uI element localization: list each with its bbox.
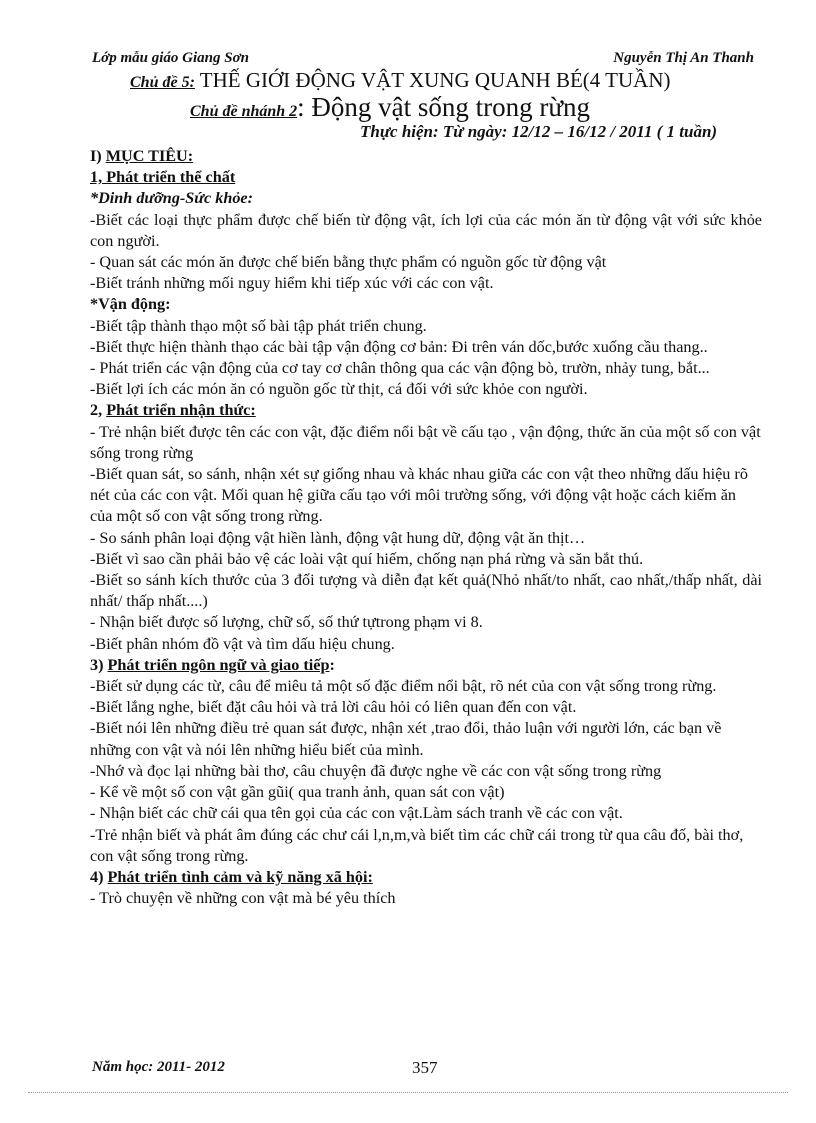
list-item: - So sánh phân loại động vật hiền lành, động vật hung dữ, động vật ăn thịt… — [90, 528, 586, 547]
list-item: -Biết thực hiện thành thạo các bài tập vận động cơ bản: Đi trên ván dốc,bước xuống cầu thang.. — [90, 337, 708, 356]
topic-label: Chủ đề 5: — [130, 74, 195, 91]
header-school: Lớp mẫu giáo Giang Sơn — [92, 50, 249, 66]
page-number: 357 — [412, 1058, 438, 1077]
list-item: -Biết tránh những mối nguy hiểm khi tiếp xúc với các con vật. — [90, 274, 494, 293]
list-item: - Phát triển các vận động của cơ tay cơ chân thông qua các vận động bò, trườn, nhảy tung, bắt... — [90, 359, 710, 378]
subtopic-text: : Động vật sống trong rừng — [297, 92, 591, 122]
list-item: -Biết tập thành thạo một số bài tập phát triển chung. — [90, 316, 427, 335]
footer-divider — [28, 1092, 788, 1093]
content-body — [90, 146, 762, 909]
header-teacher: Nguyễn Thị An Thanh — [613, 50, 754, 66]
footer-school-year: Năm học: 2011- 2012 — [92, 1059, 225, 1075]
heading-nutrition: *Dinh dưỡng-Sức khỏe: — [90, 189, 253, 208]
list-item: -Biết lắng nghe, biết đặt câu hỏi và trả lời câu hỏi có liên quan đến con vật. — [90, 698, 577, 717]
subtopic-title — [190, 92, 590, 123]
heading-cognitive — [90, 400, 762, 421]
list-item: - Kể về một số con vật gần gũi( qua tranh ảnh, quan sát con vật) — [90, 783, 505, 802]
heading-social-prefix: 4) — [90, 867, 108, 886]
list-item: - Trẻ nhận biết được tên các con vật, đặc điểm nổi bật về cấu tạo , vận động, thức ăn của một số con vật sống trong rừng — [90, 422, 761, 462]
list-item: - Quan sát các món ăn được chế biến bằng thực phẩm có nguồn gốc từ động vật — [90, 253, 607, 272]
heading-language-prefix: 3) — [90, 655, 108, 674]
period-line: Thực hiện: Từ ngày: 12/12 – 16/12 / 2011 ( 1 tuần) — [360, 122, 718, 141]
list-item: -Trẻ nhận biết và phát âm đúng các chư cái l,n,m,và biết tìm các chữ cái trong từ qua câu đố, bài thơ, con vật sống trong rừng. — [90, 825, 744, 865]
list-item: -Biết phân nhóm đồ vật và tìm dấu hiệu chung. — [90, 634, 395, 653]
section-objectives — [90, 146, 762, 167]
section-prefix: I) — [90, 147, 106, 165]
list-item: -Biết nói lên những điều trẻ quan sát được, nhận xét ,trao đổi, thảo luận với người lớn, các bạn về những con vật và nói lên những hiểu biết của mình. — [90, 719, 722, 759]
list-item: - Nhận biết được số lượng, chữ số, số thứ tựtrong phạm vi 8. — [90, 613, 483, 632]
heading-language-suffix: : — [329, 655, 335, 674]
heading-social-text: Phát triển tình cảm và kỹ năng xã hội: — [107, 867, 373, 886]
list-item: -Biết vì sao cần phải bảo vệ các loài vật quí hiếm, chống nạn phá rừng và săn bắt thú. — [90, 549, 644, 568]
heading-physical — [90, 167, 762, 188]
list-item: -Biết sử dụng các từ, câu để miêu tả một số đặc điểm nổi bật, rõ nét của con vật sống trong rừng. — [90, 677, 717, 696]
section-title: MỤC TIÊU: — [105, 147, 194, 165]
list-item: - Trò chuyện về những con vật mà bé yêu thích — [90, 889, 396, 908]
topic-text: THẾ GIỚI ĐỘNG VẬT XUNG QUANH BÉ(4 TUẦN) — [194, 68, 671, 92]
heading-language-text: Phát triển ngôn ngữ và giao tiếp — [107, 655, 330, 674]
list-item: -Biết lợi ích các món ăn có nguồn gốc từ thịt, cá đối với sức khỏe con người. — [90, 380, 588, 399]
heading-language — [90, 655, 762, 676]
list-item: -Biết các loại thực phẩm được chế biến từ động vật, ích lợi của các món ăn từ động vật với sức khỏe con người. — [90, 210, 762, 250]
heading-motor: *Vận động: — [90, 295, 171, 314]
heading-physical-text: 1, Phát triển thể chất — [90, 168, 236, 187]
list-item: -Biết quan sát, so sánh, nhận xét sự giống nhau và khác nhau giữa các con vật theo những dấu hiệu rõ nét của các con vật. Mối quan hệ giữa cấu tạo với môi trường sống, với động vật hoặc cách kiếm ăn của một số con vật sống trong rừng. — [90, 465, 748, 526]
list-item: - Nhận biết các chữ cái qua tên gọi của các con vật.Làm sách tranh về các con vật. — [90, 804, 623, 823]
heading-cognitive-prefix: 2, — [90, 401, 107, 420]
heading-cognitive-text: Phát triển nhận thức: — [106, 401, 256, 420]
list-item: -Biết so sánh kích thước của 3 đối tượng và diễn đạt kết quả(Nhỏ nhất/to nhất, cao nhất,/thấp nhất, dài nhất/ thấp nhất....) — [90, 571, 762, 611]
list-item: -Nhớ và đọc lại những bài thơ, câu chuyện đã được nghe về các con vật sống trong rừng — [90, 761, 662, 780]
topic-title — [130, 68, 770, 93]
heading-social — [90, 867, 762, 888]
subtopic-label: Chủ đề nhánh 2 — [190, 103, 298, 120]
